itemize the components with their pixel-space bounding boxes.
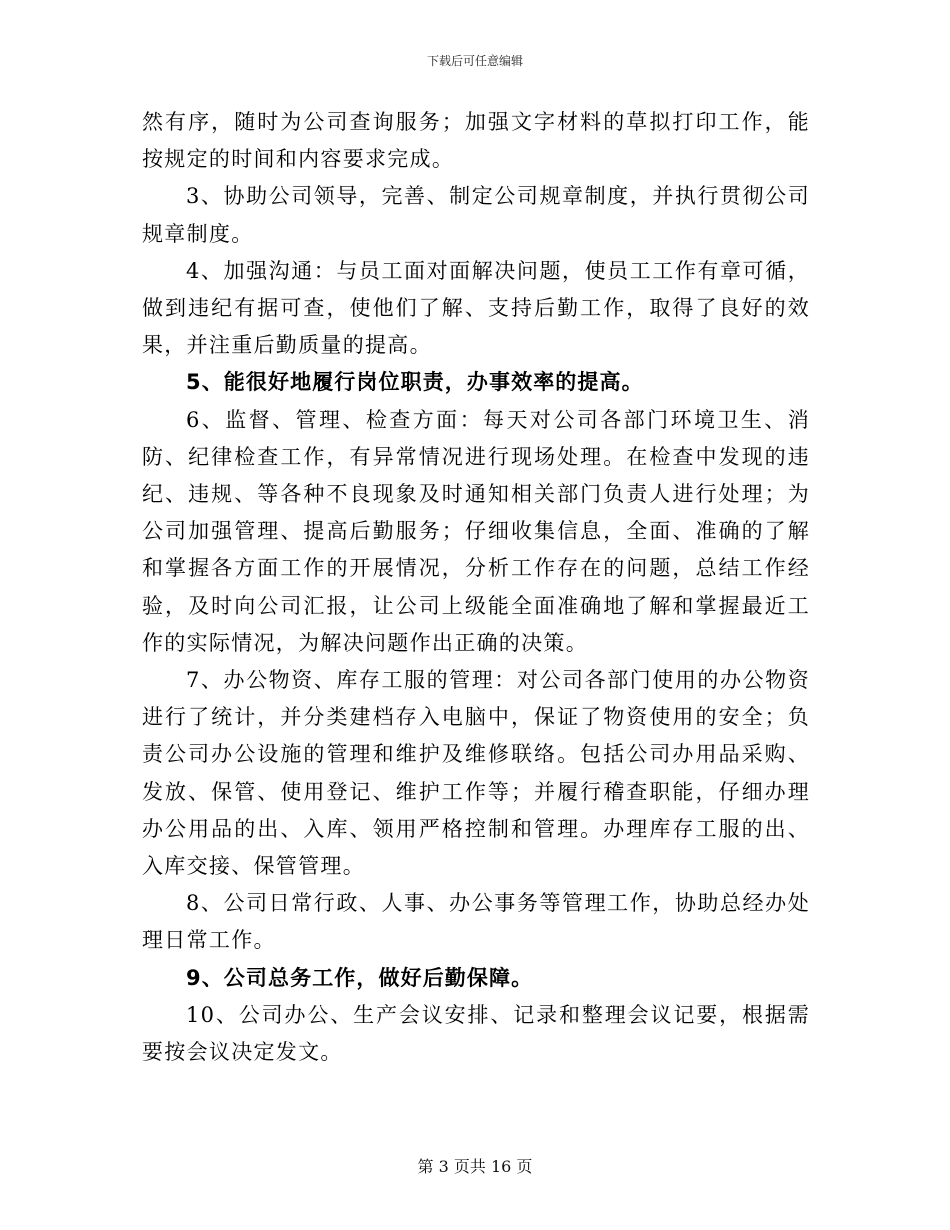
page-footer: 第 3 页共 16 页 — [417, 1157, 533, 1176]
paragraph-item-3: 3、协助公司领导，完善、制定公司规章制度，并执行贯彻公司规章制度。 — [142, 184, 810, 246]
paragraph-continuation: 然有序，随时为公司查询服务；加强文字材料的草拟打印工作，能按规定的时间和内容要求完成。 — [142, 110, 810, 172]
paragraph-item-8: 8、公司日常行政、人事、办公事务等管理工作，协助总经办处理日常工作。 — [142, 891, 810, 953]
paragraph-item-9-heading: 9、公司总务工作，做好后勤保障。 — [186, 965, 534, 990]
paragraph-item-6: 6、监督、管理、检查方面：每天对公司各部门环境卫生、消防、纪律检查工作，有异常情况进行现场处理。在检查中发现的违纪、违规、等各种不良现象及时通知相关部门负责人进行处理；为公司加强管理、提高后勤服务；仔细收集信息，全面、准确的了解和掌握各方面工作的开展情况，分析工作存在的问题，总结工作经验，及时向公司汇报，让公司上级能全面准确地了解和掌握最近工作的实际情况，为解决问题作出正确的决策。 — [142, 407, 810, 655]
paragraph-item-4: 4、加强沟通：与员工面对面解决问题，使员工工作有章可循，做到违纪有据可查，使他们了解、支持后勤工作，取得了良好的效果，并注重后勤质量的提高。 — [142, 258, 810, 358]
document-body — [142, 104, 810, 1071]
page-header: 下载后可任意编辑 — [426, 54, 523, 68]
paragraph-item-10: 10、公司办公、生产会议安排、记录和整理会议记要，根据需要按会议决定发文。 — [142, 1002, 810, 1065]
paragraph-item-7: 7、办公物资、库存工服的管理：对公司各部门使用的办公物资进行了统计，并分类建档存入电脑中，保证了物资使用的安全；负责公司办公设施的管理和维护及维修联络。包括公司办用品采购、发放、保管、使用登记、维护工作等；并履行稽查职能，仔细办理办公用品的出、入库、领用严格控制和管理。办理库存工服的出、入库交接、保管管理。 — [142, 668, 810, 879]
paragraph-item-5-heading: 5、能很好地履行岗位职责，办事效率的提高。 — [186, 370, 644, 395]
